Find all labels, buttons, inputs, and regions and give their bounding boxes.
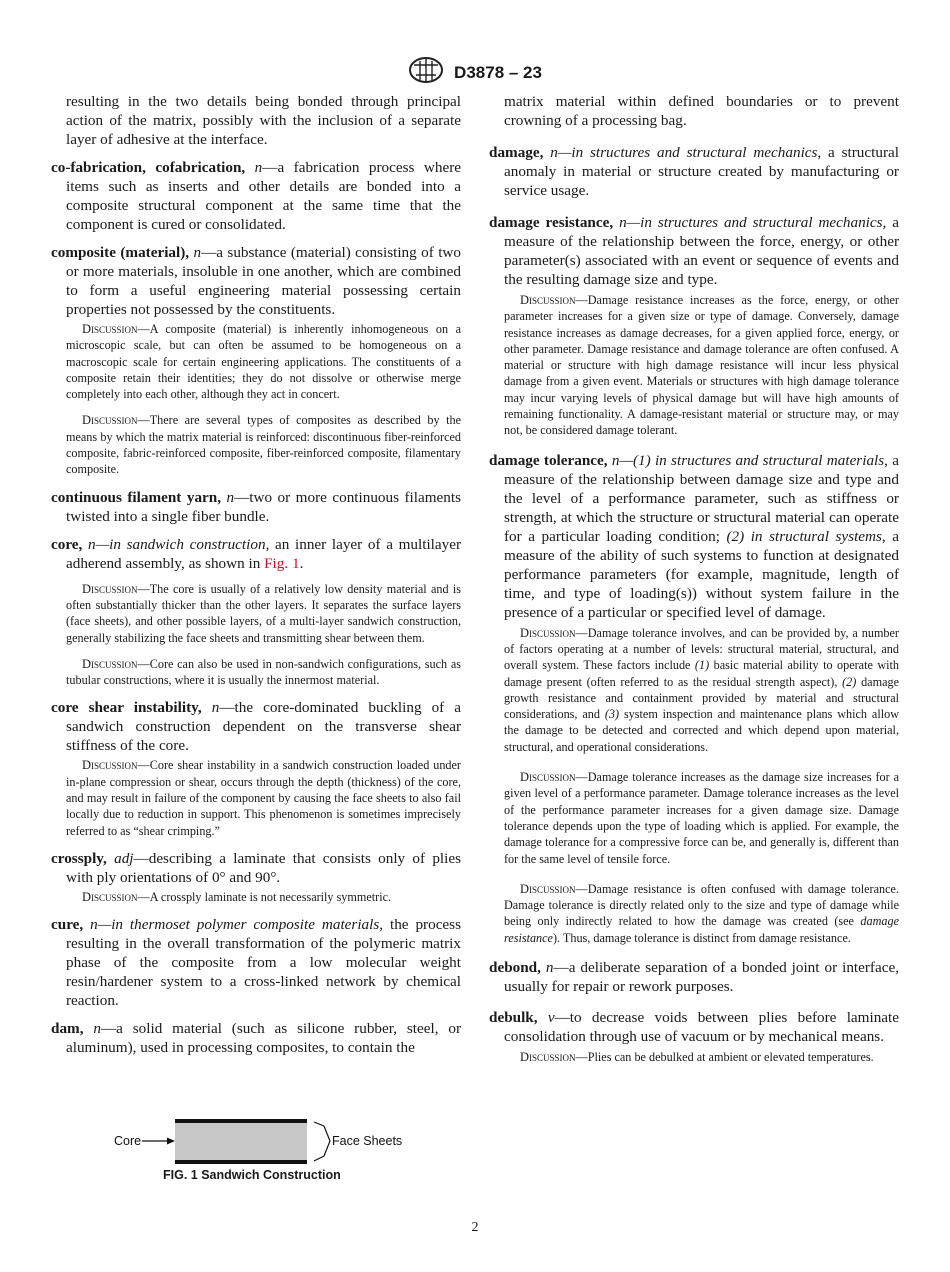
right-column xyxy=(489,92,899,1075)
part-of-speech: n xyxy=(211,699,220,717)
definition: , an inner layer of a multilayer adherend assembly, as shown in xyxy=(66,535,462,572)
entry-debulk xyxy=(489,1008,899,1046)
definition: —a substance (material) consisting of two or more materials, insoluble in one another, which are combined to form a useful engineering material possessing certain properties not possessed by the constituents. xyxy=(66,244,461,318)
part-of-speech: n xyxy=(619,214,627,231)
core-label: Core xyxy=(114,1134,142,1148)
entry-core-shear-instability xyxy=(51,698,461,755)
discussion-core-2 xyxy=(51,656,461,689)
definition-end: . xyxy=(299,554,304,572)
definition-1: , a measure of the relationship between damage size and type and the level of a performance parameter, such as stiffness or strength, at which the structure or structural material can operate for a particular loading condition; xyxy=(504,451,899,545)
definition: , the process resulting in the overall transformation of the polymeric matrix phase of the composite from a low molecular weight resin/hardener system to a cross-linked network by chemical reaction. xyxy=(66,916,461,1010)
discussion-label: Discussion xyxy=(82,889,138,904)
discussion-text: —Core can also be used in non-sandwich configurations, such as tubular constructions, where it is usually the innermost material. xyxy=(66,656,461,688)
discussion-text: —Damage tolerance increases as the damage size increases for a given level of a performance parameter. Damage tolerance increases as the level of the performance parameter increases for a given damage size. Damage tolerance depends upon the type of loading which is applied. For example, the damage tolerance for a compressive force can be, and generally is, different than for the same level of tensile force. xyxy=(504,770,899,866)
definition-2: , a measure of the ability of such systems to function at designated performance parameters (for example, magnitude, length of time, and type of loading(s)) without system failure in the presence of a particular or specified level of damage. xyxy=(504,527,899,621)
page-header xyxy=(0,56,950,89)
discussion-text: —There are several types of composites as described by the means by which the matrix material is reinforced: discontinuous fiber-reinforced composite, fabric-reinforced composite, fiber-reinforced composite, filamentary composite. xyxy=(66,413,461,477)
cross-reference: damage resistance xyxy=(504,914,899,945)
entry-cofabrication xyxy=(51,158,461,234)
astm-logo-icon xyxy=(408,56,444,89)
definition: —a fabrication process where items such as inserts and other details are bonded into a composite structural component at the same time that the component is cured or consolidated. xyxy=(66,159,461,233)
entry-continuation: resulting in the two details being bonded through principal action of the matrix, possibly with the inclusion of a separate layer of adhesive at the interface. xyxy=(66,93,461,148)
sandwich-diagram xyxy=(112,1118,412,1166)
discussion-composite-1 xyxy=(51,321,461,402)
left-column xyxy=(51,92,461,1066)
part-of-speech: n xyxy=(88,535,96,553)
face-sheet-bracket xyxy=(324,1126,330,1156)
part-of-speech: v xyxy=(547,1009,555,1027)
discussion-crossply xyxy=(51,889,461,905)
part-of-speech: n xyxy=(226,488,235,506)
item-marker-1: (1) xyxy=(694,658,710,673)
face-sheet-arrow-top xyxy=(314,1122,324,1126)
definition: —describing a laminate that consists only of plies with ply orientations of 0° and 90°. xyxy=(66,849,461,886)
discussion-damage-tolerance-3 xyxy=(489,881,899,946)
term: co-fabrication, cofabrication, xyxy=(51,159,246,176)
discussion-composite-2 xyxy=(51,412,461,477)
discussion-damage-resistance xyxy=(489,292,899,439)
definition: a structural anomaly in material or structure created by manufacturing or service usage. xyxy=(504,144,899,199)
term: debond, xyxy=(489,959,541,977)
discussion-text: ). Thus, damage tolerance is distinct from damage resistance. xyxy=(552,930,851,945)
part-of-speech: n xyxy=(90,916,98,934)
definition: —a deliberate separation of a bonded joint or interface, usually for repair or rework purposes. xyxy=(504,959,900,996)
part-of-speech: n xyxy=(545,959,554,977)
term: dam, xyxy=(51,1020,84,1038)
figure-1-caption: FIG. 1 Sandwich Construction xyxy=(163,1168,341,1182)
entry-dam-continuation: matrix material within defined boundaries or to prevent crowning of a processing bag. xyxy=(504,93,899,129)
discussion-text: system inspection and maintenance plans which allow the damage to be detected and corrected and which depend upon material, structural, and operational considerations. xyxy=(504,707,899,754)
discussion-text: damage growth resistance and containment provided by material and structural considerations, and xyxy=(504,674,899,722)
face-sheets-label: Face Sheets xyxy=(332,1134,403,1148)
qualifier: —in sandwich construction xyxy=(95,535,266,553)
discussion-debulk xyxy=(489,1049,899,1065)
discussion-text: —Damage resistance increases as the force, energy, or other parameter increases for a given size or type of damage. Conversely, damage resistance increases as damage decreases, for a given applied force, energy, or other parameter. Damage resistance and damage tolerance are often confused. A material or structure with high damage resistance will incur less physical damage from a given event. Materials or structures with high damage tolerance may incur varying levels of physical damage but will have high amounts of remaining functionality. A damage-resistant material or structure may, or may not, be considered damage tolerant. xyxy=(504,293,899,438)
term: core shear instability, xyxy=(51,699,202,717)
core-layer xyxy=(175,1123,307,1160)
qualifier-1: —(1) in structures and structural materials xyxy=(619,451,885,469)
entry-debond xyxy=(489,958,899,996)
discussion-text: —Damage tolerance involves, and can be provided by, a number of factors operating at a number of levels: structural material, structural, and overall system. These factors include xyxy=(504,625,899,673)
term: damage, xyxy=(489,144,544,161)
discussion-text: —A composite (material) is inherently inhomogeneous on a microscopic scale, but can often be assumed to be homogeneous on a macroscopic scale for certain engineering applications. The constituents of a composite retain their identities; they do not dissolve or otherwise merge completely into each other, although they act in concert. xyxy=(66,322,461,402)
term: continuous filament yarn, xyxy=(51,488,222,506)
top-face-sheet xyxy=(175,1119,307,1123)
qualifier: —in structures and structural mechanics, xyxy=(626,214,887,231)
entry-crossply xyxy=(51,849,461,887)
discussion-label: Discussion xyxy=(520,881,576,896)
discussion-text: —The core is usually of a relatively low density material and is often substantially thicker than the other layers. It separates the surface layers (face sheets), and other possible layers, of a multi-layer sandwich construction, generally stabilizing the face sheets and transmitting shear between them. xyxy=(66,581,461,645)
entry-damage-tolerance xyxy=(489,451,899,622)
entry-core xyxy=(51,535,461,573)
item-marker-2: (2) xyxy=(842,674,857,689)
part-of-speech: n xyxy=(611,451,620,469)
term: damage resistance, xyxy=(489,214,614,231)
qualifier: —in structures and structural mechanics, xyxy=(557,144,822,161)
discussion-text: —A crossply laminate is not necessarily symmetric. xyxy=(137,889,392,904)
entry-damage-resistance xyxy=(489,213,899,289)
page-number: 2 xyxy=(471,1220,479,1235)
qualifier-2: (2) in structural systems xyxy=(726,527,882,545)
entry-continuous-filament-yarn xyxy=(51,488,461,526)
core-arrowhead xyxy=(167,1138,175,1145)
discussion-label: Discussion xyxy=(82,413,138,428)
figure-1-link[interactable]: Fig. 1 xyxy=(264,554,300,572)
definition: —a solid material (such as silicone rubber, steel, or aluminum), used in processing composites, to contain the xyxy=(66,1020,462,1057)
entry-damage xyxy=(489,143,899,200)
discussion-damage-tolerance-2 xyxy=(489,769,899,867)
part-of-speech: adj xyxy=(114,849,134,867)
term: cure, xyxy=(51,916,84,934)
discussion-label: Discussion xyxy=(82,322,138,336)
item-marker-3: (3) xyxy=(604,707,620,722)
definition: —two or more continuous filaments twisted into a single fiber bundle. xyxy=(66,488,462,525)
entry-cure xyxy=(51,915,461,1010)
bottom-face-sheet xyxy=(175,1160,307,1164)
entry-dam xyxy=(51,1019,461,1057)
part-of-speech: n xyxy=(93,1020,101,1038)
discussion-text: basic material ability to operate with damage present (often referred to as the residual strength aspect), xyxy=(504,658,899,689)
discussion-label: Discussion xyxy=(82,656,138,671)
discussion-text: —Plies can be debulked at ambient or elevated temperatures. xyxy=(575,1050,874,1065)
document-designation: D3878 – 23 xyxy=(454,62,542,82)
discussion-label: Discussion xyxy=(520,293,576,307)
qualifier: —in thermoset polymer composite materials xyxy=(97,916,380,934)
discussion-label: Discussion xyxy=(520,625,576,640)
term: crossply, xyxy=(51,849,107,867)
discussion-core-1 xyxy=(51,581,461,646)
definition: —to decrease voids between plies before laminate consolidation through use of vacuum or by mechanical means. xyxy=(504,1009,899,1046)
term: damage tolerance, xyxy=(489,451,608,469)
discussion-damage-tolerance-1 xyxy=(489,625,899,755)
figure-1-sandwich-construction xyxy=(112,1118,412,1171)
part-of-speech: n xyxy=(550,144,558,161)
definition: a measure of the relationship between the force, energy, or other parameter(s) associated with an event or sequence of events and the resulting damage size and type. xyxy=(504,214,899,288)
discussion-label: Discussion xyxy=(520,770,576,785)
discussion-label: Discussion xyxy=(82,758,138,773)
term: debulk, xyxy=(489,1009,538,1027)
discussion-text: —Damage resistance is often confused with damage tolerance. Damage tolerance is directly related only to the size and type of damage while being only indirectly related to how the damage was created (see xyxy=(504,881,899,929)
definition: —the core-dominated buckling of a sandwich construction dependent on the transverse shear stiffness of the core. xyxy=(66,699,461,755)
discussion-label: Discussion xyxy=(82,581,138,596)
discussion-core-shear-instability xyxy=(51,757,461,838)
face-sheet-arrow-bottom xyxy=(314,1156,324,1161)
term: core, xyxy=(51,535,83,553)
part-of-speech: n xyxy=(254,159,263,176)
term: composite (material), xyxy=(51,244,190,261)
discussion-label: Discussion xyxy=(520,1050,576,1065)
discussion-text: —Core shear instability in a sandwich construction loaded under in-plane compression or shear, occurs through the depth (thickness) of the core, and may result in failure of the component by causing the face sheets to also fail locally due to reduction in support. This phenomenon is sometimes imprecisely referred to as “shear crimping.” xyxy=(66,758,461,838)
entry-composite xyxy=(51,243,461,319)
part-of-speech: n xyxy=(193,244,202,261)
